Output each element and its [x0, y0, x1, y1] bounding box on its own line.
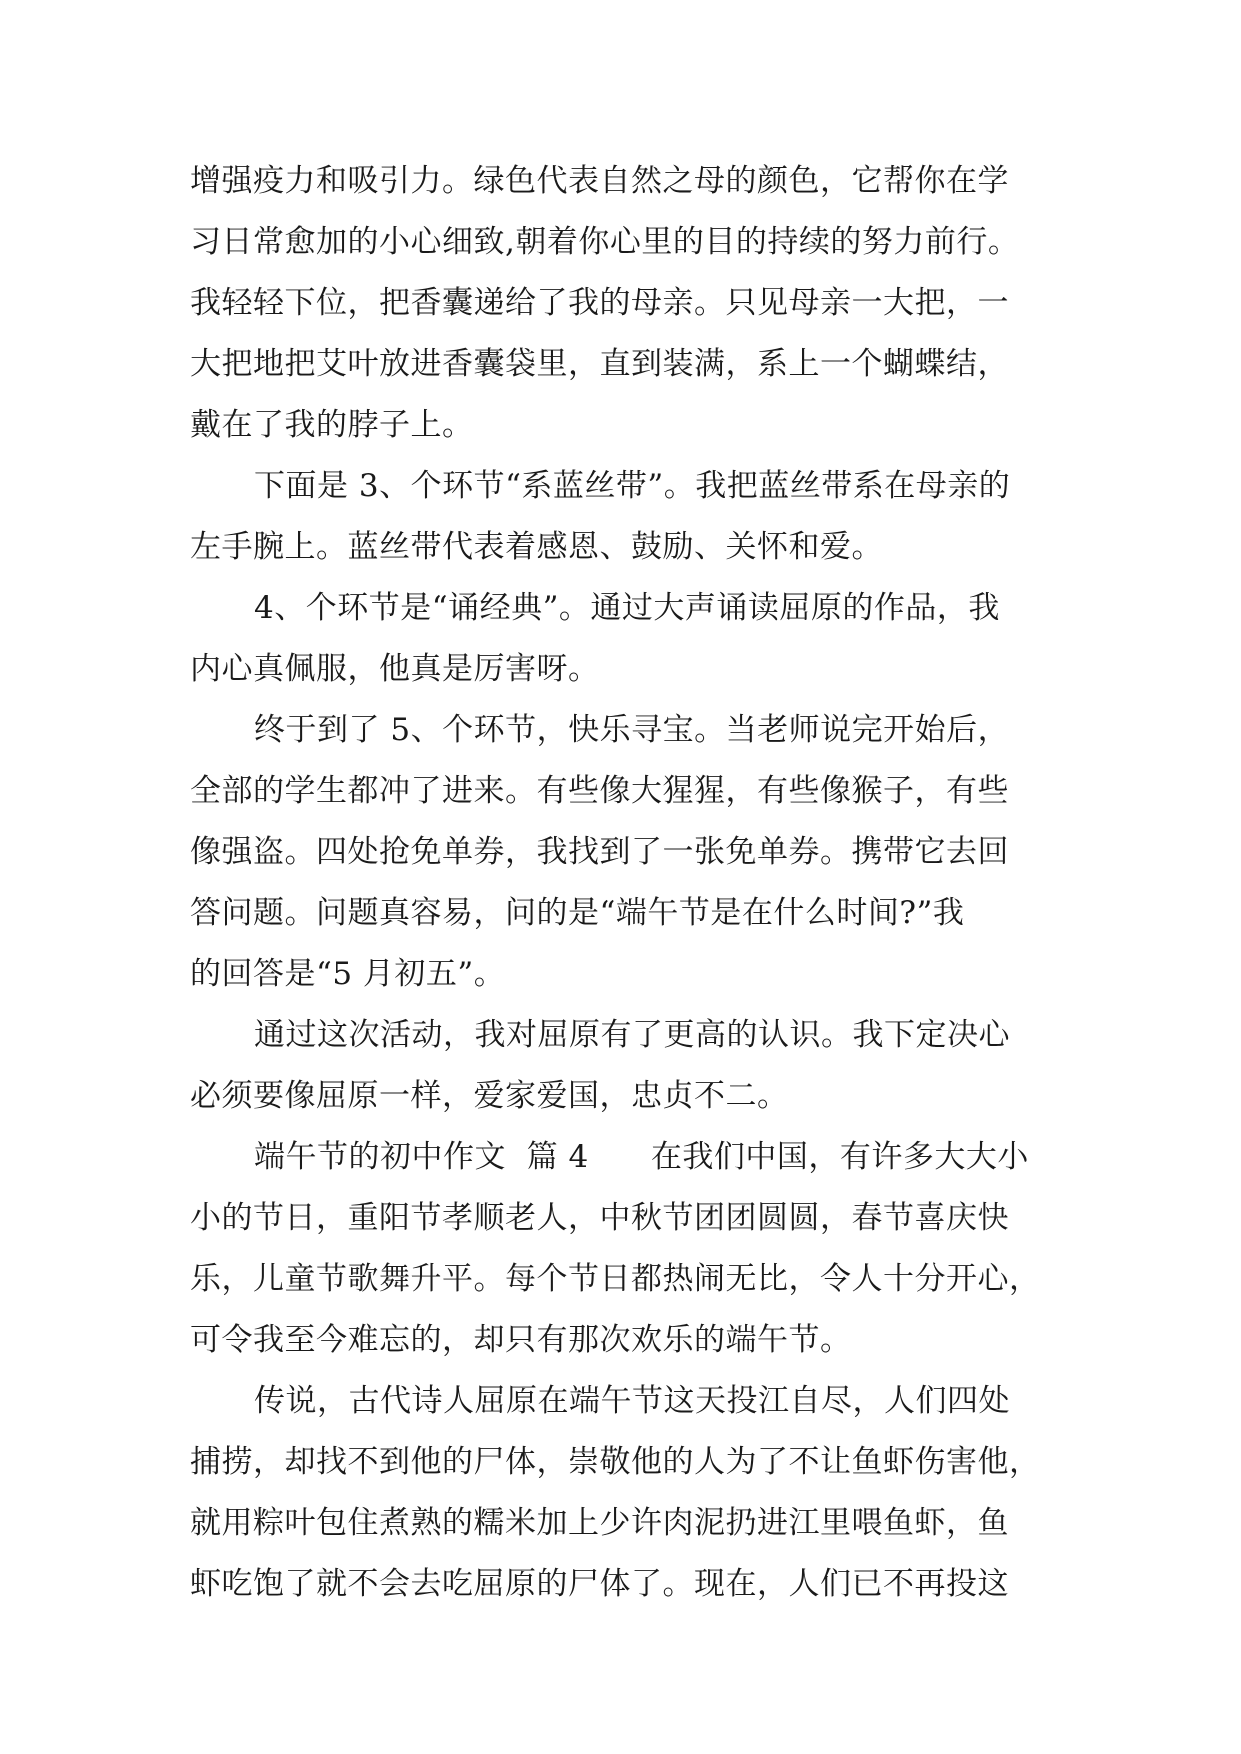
text-line-23: 就用粽叶包住煮熟的糯米加上少许肉泥扔进江里喂鱼虾，鱼: [190, 1505, 1009, 1541]
text-line-16: 必须要像屈原一样，爱家爱国，忠贞不二。: [190, 1078, 789, 1114]
text-line-8: 4、个环节是“诵经典”。通过大声诵读屈原的作品，我: [254, 590, 1000, 626]
text-line-5: 戴在了我的脖子上。: [190, 407, 474, 443]
text-line-1: 增强疫力和吸引力。绿色代表自然之母的颜色，它帮你在学: [190, 163, 1009, 199]
text-line-11: 全部的学生都冲了进来。有些像大猩猩，有些像猴子，有些: [190, 773, 1009, 809]
text-line-7: 左手腕上。蓝丝带代表着感恩、鼓励、关怀和爱。: [190, 529, 883, 565]
text-line-15: 通过这次活动，我对屈原有了更高的认识。我下定决心: [254, 1017, 1010, 1053]
text-line-20: 可令我至今难忘的，却只有那次欢乐的端午节。: [190, 1322, 852, 1358]
text-line-12: 像强盗。四处抢免单券，我找到了一张免单券。携带它去回: [190, 834, 1009, 870]
text-line-2: 习日常愈加的小心细致,朝着你心里的目的持续的努力前行。: [190, 224, 1020, 260]
text-line-22: 捕捞，却找不到他的尸体，崇敬他的人为了不让鱼虾伤害他，: [190, 1444, 1041, 1480]
text-line-6: 下面是 3、个环节“系蓝丝带”。我把蓝丝带系在母亲的: [254, 468, 1011, 504]
text-line-4: 大把地把艾叶放进香囊袋里，直到装满，系上一个蝴蝶结，: [190, 346, 1009, 382]
text-line-3: 我轻轻下位，把香囊递给了我的母亲。只见母亲一大把，一: [190, 285, 1009, 321]
text-line-21: 传说，古代诗人屈原在端午节这天投江自尽，人们四处: [254, 1383, 1010, 1419]
text-line-10: 终于到了 5、个环节，快乐寻宝。当老师说完开始后，: [254, 712, 1010, 748]
text-line-14: 的回答是“5 月初五”。: [190, 956, 506, 992]
text-line-9: 内心真佩服，他真是厉害呀。: [190, 651, 600, 687]
text-line-18: 小的节日，重阳节孝顺老人，中秋节团团圆圆，春节喜庆快: [190, 1200, 1009, 1236]
text-line-24: 虾吃饱了就不会去吃屈原的尸体了。现在，人们已不再投这: [190, 1566, 1009, 1602]
text-line-13: 答问题。问题真容易，问的是“端午节是在什么时间?”我: [190, 895, 965, 931]
text-line-19: 乐，儿童节歌舞升平。每个节日都热闹无比，令人十分开心，: [190, 1261, 1041, 1297]
text-line-17: 端午节的初中作文 篇 4 在我们中国，有许多大大小: [254, 1139, 1029, 1175]
